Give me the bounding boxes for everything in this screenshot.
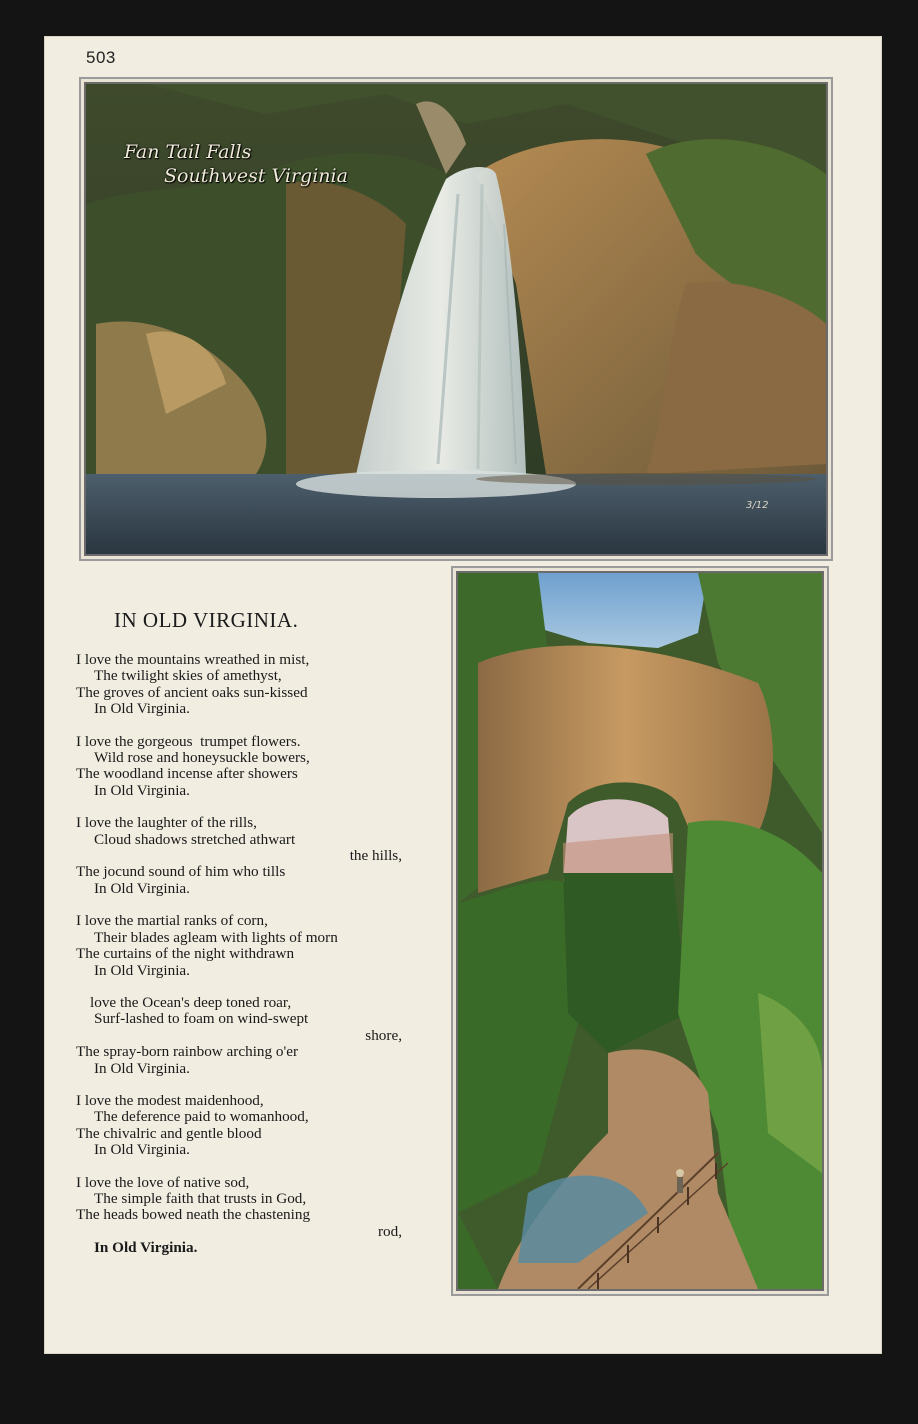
stanza [76, 995, 436, 1077]
poem-line: Cloud shadows stretched athwart [94, 830, 296, 848]
stanza [76, 815, 436, 897]
photo-caption [124, 140, 348, 188]
poem-line: the hills, [349, 847, 402, 865]
photo-caption-line2: Southwest Virginia [164, 165, 348, 187]
poem-line: The curtains of the night withdrawn [76, 945, 295, 963]
poem-line: The simple faith that trusts in God, [94, 1189, 307, 1207]
poem-line: Surf-lashed to foam on wind-swept [94, 1010, 309, 1028]
poem-line: The deference paid to womanhood, [94, 1108, 309, 1126]
poem-line: In Old Virginia. [94, 700, 190, 718]
poem-line: I love the modest maidenhood, [76, 1091, 264, 1109]
poem-line: I love the laughter of the rills, [76, 814, 257, 832]
poem-body [76, 652, 436, 1273]
natural-bridge-photo [456, 571, 824, 1291]
poem-line: I love the martial ranks of corn, [76, 912, 268, 930]
poem-line: The twilight skies of amethyst, [94, 667, 282, 685]
poem-line: The jocund sound of him who tills [76, 863, 286, 881]
natural-bridge-illustration [458, 573, 822, 1289]
poem-line: In Old Virginia. [94, 781, 190, 799]
poem-line: Their blades agleam with lights of morn [94, 928, 338, 946]
poem-line: I love the mountains wreathed in mist, [76, 651, 310, 668]
poem-line: shore, [365, 1026, 402, 1044]
stanza [76, 652, 436, 718]
poem-line: love the Ocean's deep toned roar, [90, 993, 292, 1011]
poem-line: The groves of ancient oaks sun-kissed [76, 683, 308, 701]
stanza [76, 1093, 436, 1159]
card-number: 503 [86, 48, 116, 67]
poem-line: In Old Virginia. [94, 879, 190, 897]
poem-line: In Old Virginia. [94, 961, 190, 979]
poem-line: The chivalric and gentle blood [76, 1124, 262, 1142]
poem-line: The spray-born rainbow arching o'er [76, 1043, 299, 1061]
poem-line: I love the gorgeous trumpet flowers. [76, 732, 301, 750]
poem-line: In Old Virginia. [94, 1239, 198, 1257]
plate-number: 3/12 [746, 500, 769, 511]
poem-line: In Old Virginia. [94, 1141, 190, 1159]
poem-title: IN OLD VIRGINIA. [114, 608, 299, 632]
poem-line: rod, [377, 1222, 402, 1240]
poem-line: I love the love of native sod, [76, 1173, 250, 1191]
stanza [76, 913, 436, 979]
poem-line: The woodland incense after showers [76, 765, 298, 783]
stanza [76, 1175, 436, 1257]
photo-caption-line1: Fan Tail Falls [124, 141, 252, 163]
poem-line: Wild rose and honeysuckle bowers, [94, 749, 310, 767]
poem-line: In Old Virginia. [94, 1059, 190, 1077]
poem-line: The heads bowed neath the chastening [76, 1206, 311, 1224]
stanza [76, 734, 436, 800]
